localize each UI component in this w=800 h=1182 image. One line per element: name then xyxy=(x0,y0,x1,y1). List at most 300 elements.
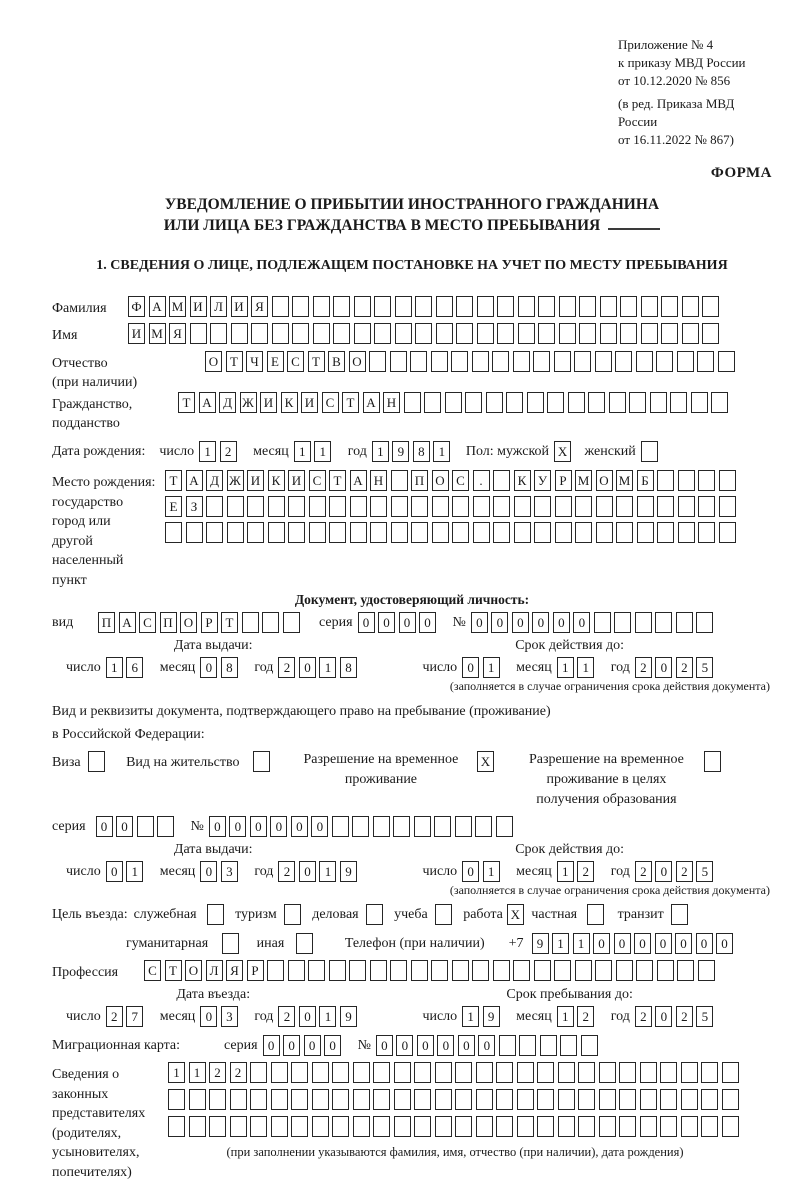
char-cell-empty[interactable] xyxy=(682,296,699,317)
char-cell[interactable]: 1 xyxy=(319,657,336,678)
char-cell-empty[interactable] xyxy=(309,496,326,517)
char-cell[interactable]: 0 xyxy=(304,1035,321,1056)
char-cell-empty[interactable] xyxy=(370,960,387,981)
char-cell-empty[interactable] xyxy=(661,296,678,317)
char-cell-empty[interactable] xyxy=(353,1062,370,1083)
char-cell-empty[interactable] xyxy=(636,351,653,372)
char-cell-empty[interactable] xyxy=(88,751,105,772)
char-cell-empty[interactable] xyxy=(227,496,244,517)
char-cell-empty[interactable] xyxy=(373,1116,390,1137)
entry-month-cells[interactable] xyxy=(200,1006,241,1027)
char-cell-empty[interactable] xyxy=(538,323,555,344)
char-cell-empty[interactable] xyxy=(465,392,482,413)
birthplace-row2-cells[interactable] xyxy=(165,496,739,517)
char-cell-empty[interactable] xyxy=(288,522,305,543)
char-cell[interactable]: Т xyxy=(308,351,325,372)
char-cell[interactable]: Ж xyxy=(227,470,244,491)
char-cell-empty[interactable] xyxy=(635,612,652,633)
char-cell-empty[interactable] xyxy=(369,351,386,372)
char-cell-empty[interactable] xyxy=(537,1062,554,1083)
char-cell-empty[interactable] xyxy=(253,751,270,772)
char-cell-empty[interactable] xyxy=(722,1116,739,1137)
char-cell-empty[interactable] xyxy=(395,323,412,344)
char-cell-empty[interactable] xyxy=(431,960,448,981)
char-cell[interactable]: 5 xyxy=(696,657,713,678)
char-cell[interactable]: Т xyxy=(329,470,346,491)
char-cell[interactable]: В xyxy=(328,351,345,372)
char-cell-empty[interactable] xyxy=(656,351,673,372)
char-cell[interactable]: 1 xyxy=(552,933,569,954)
char-cell-empty[interactable] xyxy=(291,1089,308,1110)
char-cell-empty[interactable] xyxy=(288,960,305,981)
char-cell[interactable]: О xyxy=(349,351,366,372)
char-cell[interactable]: 0 xyxy=(270,816,287,837)
char-cell[interactable]: У xyxy=(534,470,551,491)
char-cell[interactable]: Д xyxy=(219,392,236,413)
char-cell-empty[interactable] xyxy=(332,1062,349,1083)
char-cell-empty[interactable] xyxy=(614,612,631,633)
char-cell-empty[interactable] xyxy=(410,351,427,372)
char-cell[interactable]: А xyxy=(119,612,136,633)
char-cell[interactable]: Я xyxy=(251,296,268,317)
char-cell-empty[interactable] xyxy=(534,960,551,981)
char-cell-empty[interactable] xyxy=(641,296,658,317)
char-cell[interactable]: 0 xyxy=(311,816,328,837)
char-cell[interactable]: 0 xyxy=(512,612,529,633)
char-cell-empty[interactable] xyxy=(353,1116,370,1137)
char-cell[interactable]: Т xyxy=(178,392,195,413)
char-cell-empty[interactable] xyxy=(210,323,227,344)
char-cell-empty[interactable] xyxy=(496,1062,513,1083)
char-cell-empty[interactable] xyxy=(291,1062,308,1083)
char-cell-empty[interactable] xyxy=(434,816,451,837)
char-cell[interactable]: Р xyxy=(247,960,264,981)
char-cell[interactable]: 0 xyxy=(593,933,610,954)
res-number-cells[interactable] xyxy=(209,816,517,837)
char-cell[interactable]: 2 xyxy=(230,1062,247,1083)
char-cell[interactable]: С xyxy=(452,470,469,491)
char-cell-empty[interactable] xyxy=(492,351,509,372)
char-cell[interactable]: С xyxy=(144,960,161,981)
char-cell[interactable]: О xyxy=(432,470,449,491)
char-cell-empty[interactable] xyxy=(329,960,346,981)
char-cell[interactable]: 2 xyxy=(209,1062,226,1083)
char-cell[interactable]: 0 xyxy=(200,861,217,882)
char-cell-empty[interactable] xyxy=(268,496,285,517)
purpose-humanitarian-checkbox[interactable] xyxy=(222,933,243,954)
char-cell-empty[interactable] xyxy=(496,816,513,837)
char-cell-empty[interactable] xyxy=(373,1089,390,1110)
char-cell-empty[interactable] xyxy=(209,1116,226,1137)
char-cell-empty[interactable] xyxy=(190,323,207,344)
char-cell-empty[interactable] xyxy=(698,496,715,517)
char-cell-empty[interactable] xyxy=(619,1089,636,1110)
stay-year-cells[interactable] xyxy=(635,1006,717,1027)
birthplace-row3-cells[interactable] xyxy=(165,522,739,543)
char-cell-empty[interactable] xyxy=(477,323,494,344)
char-cell[interactable]: 0 xyxy=(200,1006,217,1027)
char-cell-empty[interactable] xyxy=(250,1062,267,1083)
char-cell-empty[interactable] xyxy=(288,496,305,517)
temp-residence-checkbox[interactable] xyxy=(477,750,498,772)
char-cell-empty[interactable] xyxy=(678,496,695,517)
char-cell[interactable]: И xyxy=(231,296,248,317)
char-cell[interactable]: 5 xyxy=(696,861,713,882)
char-cell-empty[interactable] xyxy=(165,522,182,543)
char-cell-empty[interactable] xyxy=(350,522,367,543)
char-cell[interactable]: Н xyxy=(383,392,400,413)
char-cell-empty[interactable] xyxy=(370,522,387,543)
char-cell-empty[interactable] xyxy=(452,960,469,981)
stay-month-cells[interactable] xyxy=(557,1006,598,1027)
char-cell-empty[interactable] xyxy=(354,296,371,317)
char-cell-empty[interactable] xyxy=(678,522,695,543)
char-cell[interactable]: 1 xyxy=(573,933,590,954)
char-cell[interactable]: Т xyxy=(165,960,182,981)
char-cell[interactable]: 0 xyxy=(716,933,733,954)
char-cell-empty[interactable] xyxy=(242,612,259,633)
char-cell-empty[interactable] xyxy=(517,1089,534,1110)
char-cell[interactable]: М xyxy=(575,470,592,491)
char-cell-empty[interactable] xyxy=(629,392,646,413)
char-cell-empty[interactable] xyxy=(414,1116,431,1137)
char-cell-empty[interactable] xyxy=(681,1116,698,1137)
char-cell-empty[interactable] xyxy=(641,441,658,462)
citizenship-cells[interactable] xyxy=(178,392,732,413)
char-cell[interactable]: 1 xyxy=(106,657,123,678)
char-cell-empty[interactable] xyxy=(657,470,674,491)
char-cell-empty[interactable] xyxy=(207,904,224,925)
char-cell[interactable]: 0 xyxy=(491,612,508,633)
char-cell-empty[interactable] xyxy=(373,816,390,837)
char-cell[interactable]: 0 xyxy=(614,933,631,954)
char-cell[interactable]: 8 xyxy=(221,657,238,678)
char-cell[interactable]: О xyxy=(180,612,197,633)
char-cell[interactable]: 0 xyxy=(655,1006,672,1027)
char-cell[interactable]: 2 xyxy=(635,657,652,678)
char-cell[interactable]: X xyxy=(554,441,571,462)
char-cell-empty[interactable] xyxy=(309,522,326,543)
char-cell-empty[interactable] xyxy=(678,470,695,491)
char-cell[interactable]: 0 xyxy=(471,612,488,633)
char-cell[interactable]: С xyxy=(287,351,304,372)
char-cell[interactable]: 5 xyxy=(696,1006,713,1027)
char-cell[interactable]: Я xyxy=(169,323,186,344)
char-cell[interactable]: Р xyxy=(201,612,218,633)
char-cell-empty[interactable] xyxy=(230,1089,247,1110)
char-cell[interactable]: Е xyxy=(267,351,284,372)
char-cell[interactable]: И xyxy=(301,392,318,413)
char-cell-empty[interactable] xyxy=(227,522,244,543)
char-cell-empty[interactable] xyxy=(719,522,736,543)
char-cell[interactable]: Н xyxy=(370,470,387,491)
char-cell-empty[interactable] xyxy=(424,392,441,413)
representatives-row3-cells[interactable] xyxy=(168,1116,742,1137)
char-cell-empty[interactable] xyxy=(493,960,510,981)
char-cell-empty[interactable] xyxy=(473,496,490,517)
char-cell-empty[interactable] xyxy=(414,1062,431,1083)
char-cell[interactable]: 0 xyxy=(399,612,416,633)
char-cell[interactable]: 0 xyxy=(478,1035,495,1056)
char-cell[interactable]: 9 xyxy=(340,1006,357,1027)
char-cell-empty[interactable] xyxy=(514,496,531,517)
char-cell-empty[interactable] xyxy=(445,392,462,413)
char-cell-empty[interactable] xyxy=(436,296,453,317)
purpose-tourism-checkbox[interactable] xyxy=(284,904,305,925)
char-cell-empty[interactable] xyxy=(670,392,687,413)
char-cell-empty[interactable] xyxy=(414,816,431,837)
representatives-row2-cells[interactable] xyxy=(168,1089,742,1110)
char-cell-empty[interactable] xyxy=(636,960,653,981)
char-cell-empty[interactable] xyxy=(698,960,715,981)
char-cell-empty[interactable] xyxy=(189,1116,206,1137)
char-cell-empty[interactable] xyxy=(271,1089,288,1110)
char-cell[interactable]: Б xyxy=(637,470,654,491)
char-cell-empty[interactable] xyxy=(262,612,279,633)
char-cell-empty[interactable] xyxy=(271,1116,288,1137)
purpose-study-checkbox[interactable] xyxy=(435,904,456,925)
char-cell-empty[interactable] xyxy=(558,1089,575,1110)
char-cell[interactable]: 0 xyxy=(458,1035,475,1056)
char-cell-empty[interactable] xyxy=(231,323,248,344)
char-cell-empty[interactable] xyxy=(333,296,350,317)
char-cell-empty[interactable] xyxy=(373,1062,390,1083)
char-cell[interactable]: 0 xyxy=(573,612,590,633)
char-cell-empty[interactable] xyxy=(506,392,523,413)
char-cell-empty[interactable] xyxy=(349,960,366,981)
char-cell-empty[interactable] xyxy=(436,323,453,344)
char-cell[interactable]: 0 xyxy=(250,816,267,837)
char-cell[interactable]: 0 xyxy=(655,861,672,882)
char-cell-empty[interactable] xyxy=(312,1089,329,1110)
char-cell[interactable]: 2 xyxy=(106,1006,123,1027)
char-cell[interactable]: 0 xyxy=(696,933,713,954)
char-cell-empty[interactable] xyxy=(452,522,469,543)
char-cell[interactable]: 1 xyxy=(319,861,336,882)
char-cell-empty[interactable] xyxy=(698,522,715,543)
char-cell-empty[interactable] xyxy=(554,960,571,981)
char-cell-empty[interactable] xyxy=(476,1089,493,1110)
char-cell[interactable]: Т xyxy=(342,392,359,413)
res-series-cells[interactable] xyxy=(96,816,178,837)
char-cell-empty[interactable] xyxy=(472,960,489,981)
char-cell-empty[interactable] xyxy=(560,1035,577,1056)
char-cell-empty[interactable] xyxy=(681,1062,698,1083)
char-cell[interactable]: 9 xyxy=(483,1006,500,1027)
char-cell-empty[interactable] xyxy=(722,1089,739,1110)
char-cell-empty[interactable] xyxy=(581,1035,598,1056)
char-cell-empty[interactable] xyxy=(595,351,612,372)
birthplace-row1-cells[interactable] xyxy=(165,470,739,491)
char-cell-empty[interactable] xyxy=(660,1062,677,1083)
char-cell-empty[interactable] xyxy=(513,960,530,981)
char-cell-empty[interactable] xyxy=(332,1089,349,1110)
char-cell[interactable]: Р xyxy=(555,470,572,491)
char-cell[interactable]: 1 xyxy=(462,1006,479,1027)
char-cell-empty[interactable] xyxy=(432,496,449,517)
char-cell[interactable]: 1 xyxy=(314,441,331,462)
char-cell-empty[interactable] xyxy=(313,296,330,317)
char-cell-empty[interactable] xyxy=(222,933,239,954)
char-cell-empty[interactable] xyxy=(415,296,432,317)
char-cell-empty[interactable] xyxy=(455,1089,472,1110)
char-cell-empty[interactable] xyxy=(435,904,452,925)
char-cell-empty[interactable] xyxy=(640,1089,657,1110)
char-cell-empty[interactable] xyxy=(352,816,369,837)
char-cell-empty[interactable] xyxy=(575,522,592,543)
char-cell-empty[interactable] xyxy=(308,960,325,981)
char-cell-empty[interactable] xyxy=(711,392,728,413)
char-cell[interactable]: О xyxy=(596,470,613,491)
char-cell-empty[interactable] xyxy=(701,1089,718,1110)
char-cell-empty[interactable] xyxy=(599,1089,616,1110)
patronymic-cells[interactable] xyxy=(205,351,738,372)
char-cell[interactable]: 0 xyxy=(263,1035,280,1056)
char-cell[interactable]: 0 xyxy=(462,861,479,882)
char-cell-empty[interactable] xyxy=(640,1062,657,1083)
char-cell-empty[interactable] xyxy=(189,1089,206,1110)
char-cell-empty[interactable] xyxy=(395,296,412,317)
entry-year-cells[interactable] xyxy=(278,1006,360,1027)
char-cell-empty[interactable] xyxy=(619,1116,636,1137)
char-cell[interactable]: . xyxy=(473,470,490,491)
char-cell-empty[interactable] xyxy=(456,296,473,317)
char-cell[interactable]: 9 xyxy=(340,861,357,882)
char-cell-empty[interactable] xyxy=(660,1089,677,1110)
valid-month-cells[interactable] xyxy=(557,657,598,678)
char-cell-empty[interactable] xyxy=(272,323,289,344)
char-cell-empty[interactable] xyxy=(616,960,633,981)
char-cell-empty[interactable] xyxy=(538,296,555,317)
char-cell-empty[interactable] xyxy=(596,496,613,517)
char-cell[interactable]: 0 xyxy=(462,657,479,678)
char-cell-empty[interactable] xyxy=(209,1089,226,1110)
char-cell[interactable]: А xyxy=(149,296,166,317)
char-cell-empty[interactable] xyxy=(329,522,346,543)
char-cell-empty[interactable] xyxy=(677,960,694,981)
doc-kind-cells[interactable] xyxy=(98,612,303,633)
stay-day-cells[interactable] xyxy=(462,1006,503,1027)
char-cell[interactable]: 2 xyxy=(635,861,652,882)
char-cell[interactable]: 2 xyxy=(278,657,295,678)
char-cell-empty[interactable] xyxy=(599,1116,616,1137)
char-cell-empty[interactable] xyxy=(230,1116,247,1137)
char-cell-empty[interactable] xyxy=(558,1116,575,1137)
char-cell[interactable]: 2 xyxy=(577,1006,594,1027)
char-cell[interactable]: 0 xyxy=(291,816,308,837)
char-cell-empty[interactable] xyxy=(390,960,407,981)
char-cell-empty[interactable] xyxy=(600,296,617,317)
res-valid-year-cells[interactable] xyxy=(635,861,717,882)
char-cell-empty[interactable] xyxy=(411,496,428,517)
char-cell[interactable]: 2 xyxy=(676,657,693,678)
char-cell-empty[interactable] xyxy=(655,612,672,633)
purpose-other-checkbox[interactable] xyxy=(296,933,317,954)
char-cell-empty[interactable] xyxy=(477,296,494,317)
char-cell[interactable]: 1 xyxy=(372,441,389,462)
char-cell-empty[interactable] xyxy=(312,1116,329,1137)
char-cell[interactable]: 2 xyxy=(278,1006,295,1027)
char-cell-empty[interactable] xyxy=(660,1116,677,1137)
char-cell-empty[interactable] xyxy=(251,323,268,344)
char-cell-empty[interactable] xyxy=(291,1116,308,1137)
char-cell-empty[interactable] xyxy=(435,1089,452,1110)
char-cell-empty[interactable] xyxy=(676,612,693,633)
char-cell-empty[interactable] xyxy=(391,496,408,517)
char-cell[interactable]: 0 xyxy=(229,816,246,837)
char-cell-empty[interactable] xyxy=(681,1089,698,1110)
char-cell[interactable]: 0 xyxy=(299,861,316,882)
char-cell-empty[interactable] xyxy=(555,496,572,517)
char-cell-empty[interactable] xyxy=(496,1116,513,1137)
char-cell-empty[interactable] xyxy=(619,1062,636,1083)
char-cell-empty[interactable] xyxy=(719,496,736,517)
doc-series-cells[interactable] xyxy=(358,612,440,633)
char-cell[interactable]: К xyxy=(281,392,298,413)
char-cell-empty[interactable] xyxy=(432,522,449,543)
valid-day-cells[interactable] xyxy=(462,657,503,678)
char-cell[interactable]: 0 xyxy=(116,816,133,837)
char-cell-empty[interactable] xyxy=(620,296,637,317)
char-cell-empty[interactable] xyxy=(722,1062,739,1083)
char-cell-empty[interactable] xyxy=(657,960,674,981)
char-cell-empty[interactable] xyxy=(206,522,223,543)
char-cell-empty[interactable] xyxy=(697,351,714,372)
representatives-row1-cells[interactable] xyxy=(168,1062,742,1083)
char-cell-empty[interactable] xyxy=(493,470,510,491)
char-cell-empty[interactable] xyxy=(574,351,591,372)
char-cell-empty[interactable] xyxy=(540,1035,557,1056)
char-cell-empty[interactable] xyxy=(312,1062,329,1083)
char-cell[interactable]: К xyxy=(268,470,285,491)
char-cell[interactable]: Л xyxy=(206,960,223,981)
char-cell[interactable]: М xyxy=(149,323,166,344)
char-cell[interactable]: Т xyxy=(221,612,238,633)
char-cell[interactable]: 0 xyxy=(396,1035,413,1056)
char-cell-empty[interactable] xyxy=(374,323,391,344)
char-cell-empty[interactable] xyxy=(599,1062,616,1083)
char-cell-empty[interactable] xyxy=(497,296,514,317)
char-cell-empty[interactable] xyxy=(568,392,585,413)
char-cell-empty[interactable] xyxy=(497,323,514,344)
char-cell[interactable]: И xyxy=(247,470,264,491)
char-cell-empty[interactable] xyxy=(657,496,674,517)
char-cell[interactable]: Ж xyxy=(240,392,257,413)
char-cell-empty[interactable] xyxy=(390,351,407,372)
char-cell[interactable]: П xyxy=(98,612,115,633)
char-cell-empty[interactable] xyxy=(393,816,410,837)
res-valid-month-cells[interactable] xyxy=(557,861,598,882)
char-cell-empty[interactable] xyxy=(493,496,510,517)
char-cell[interactable]: 6 xyxy=(126,657,143,678)
char-cell-empty[interactable] xyxy=(579,296,596,317)
char-cell[interactable]: 2 xyxy=(676,1006,693,1027)
char-cell-empty[interactable] xyxy=(547,392,564,413)
char-cell[interactable]: 2 xyxy=(278,861,295,882)
char-cell[interactable]: А xyxy=(199,392,216,413)
char-cell-empty[interactable] xyxy=(332,816,349,837)
char-cell-empty[interactable] xyxy=(600,323,617,344)
char-cell-empty[interactable] xyxy=(411,960,428,981)
char-cell-empty[interactable] xyxy=(517,1062,534,1083)
res-issue-year-cells[interactable] xyxy=(278,861,360,882)
char-cell[interactable]: О xyxy=(205,351,222,372)
char-cell[interactable]: 1 xyxy=(189,1062,206,1083)
char-cell-empty[interactable] xyxy=(493,522,510,543)
char-cell-empty[interactable] xyxy=(702,296,719,317)
issue-month-cells[interactable] xyxy=(200,657,241,678)
char-cell-empty[interactable] xyxy=(537,1089,554,1110)
